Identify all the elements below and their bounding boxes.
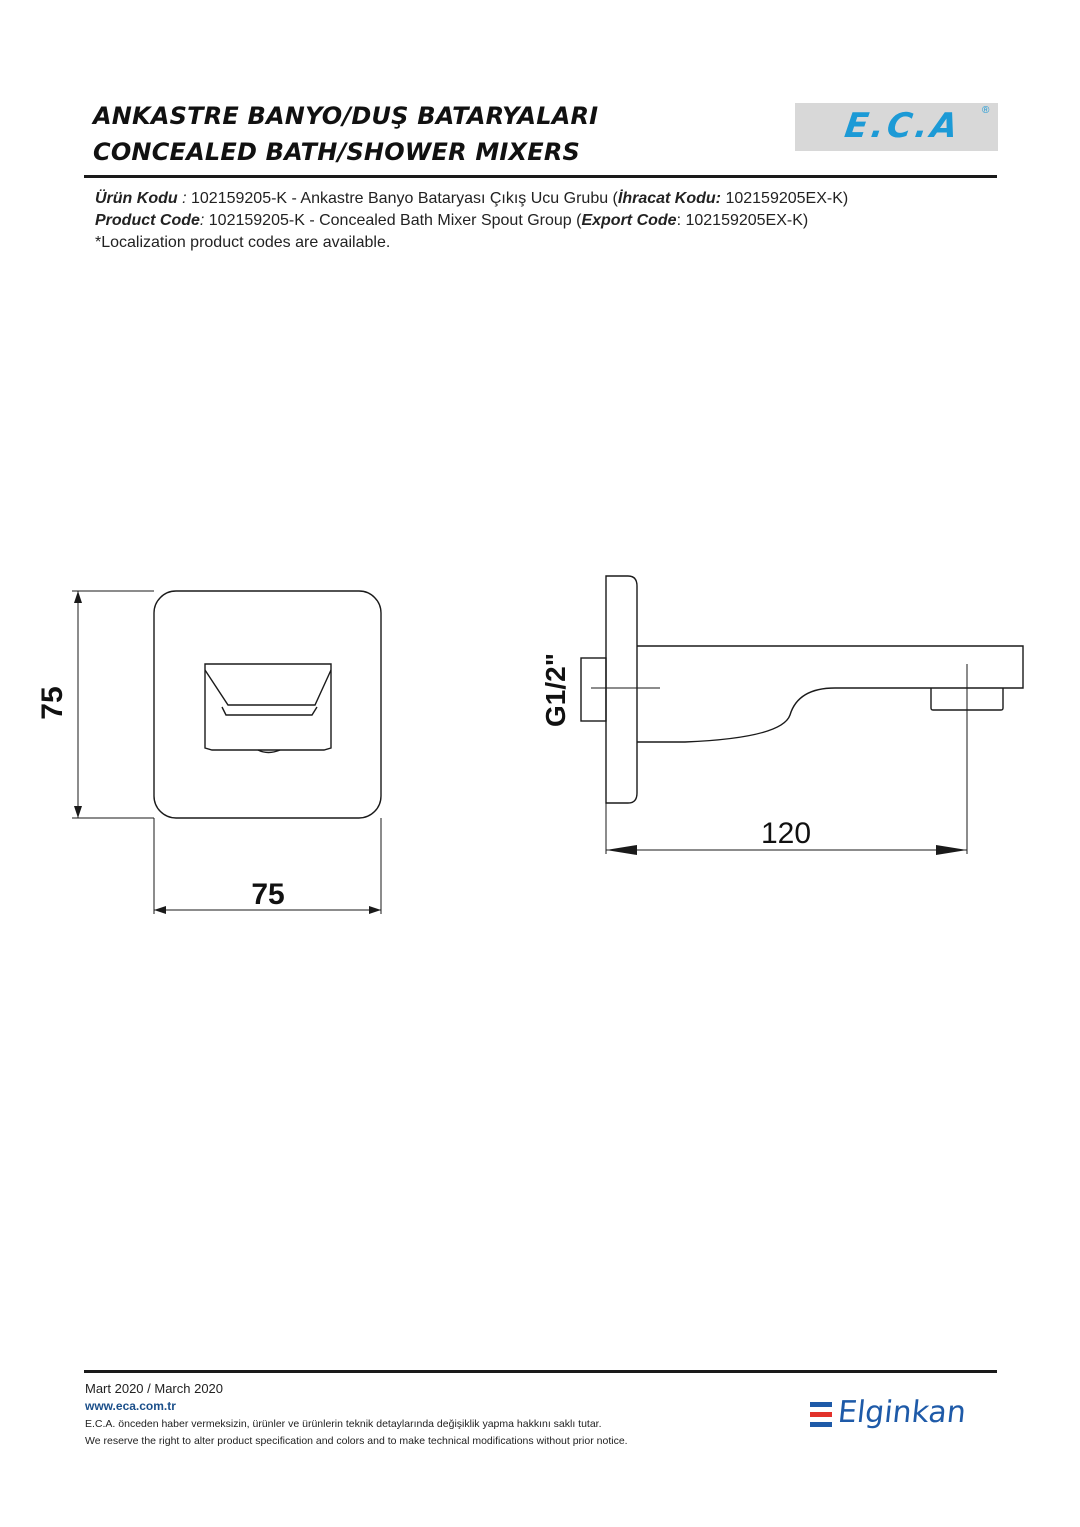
localization-note: *Localization product codes are available. [95,234,391,251]
product-code-tr-sep: : [177,190,191,207]
dim-arrow-icon [936,845,967,855]
footer-divider [84,1370,997,1373]
title-turkish: ANKASTRE BANYO/DUŞ BATARYALARI [93,102,599,130]
elginkan-bar-icon [810,1402,832,1407]
footer-date: Mart 2020 / March 2020 [85,1381,224,1396]
elginkan-logo [808,1395,998,1440]
export-code-tr-label: İhracat Kodu: [617,190,722,207]
thread-label: G1/2" [540,653,571,727]
product-code-en-label: Product Code [95,212,200,229]
dim-arrow-icon [74,806,82,818]
front-view-dimensions [72,591,381,914]
front-view-outlet-top [205,670,331,705]
dim-arrow-icon [154,906,166,914]
eca-logo-text: E.C.A [842,106,964,146]
product-code-tr-label: Ürün Kodu [95,190,178,207]
disclaimer-tr: E.C.A. önceden haber vermeksizin, ürünler ve ürünlerin teknik detaylarında değişiklik yapma hakkını saklı tutar. [85,1418,602,1430]
export-code-tr-value: 102159205EX-K) [721,190,849,207]
dim-arrow-icon [606,845,637,855]
thread-connector [581,658,606,721]
elginkan-bar-icon [810,1412,832,1417]
product-code-en-desc: 102159205-K - Concealed Bath Mixer Spout Group ( [208,212,582,229]
front-view-outlet-lip [222,707,317,715]
spout-body [637,646,1023,742]
front-view-outlet [205,664,331,750]
export-code-en-label: Export Code [581,212,677,229]
disclaimer-en: We reserve the right to alter product specification and colors and to make technical modifications without prior notice. [85,1435,628,1447]
title-english: CONCEALED BATH/SHOWER MIXERS [93,138,580,166]
product-code-tr-desc: 102159205-K - Ankastre Banyo Bataryası Çıkış Ucu Grubu ( [191,190,618,207]
side-view-plate [606,576,637,803]
spout-length-label: 120 [760,817,812,850]
product-code-en-sep: : [199,212,209,229]
registered-mark: ® [982,105,990,116]
elginkan-logo-text: Elginkan [836,1395,968,1430]
website-link[interactable]: www.eca.com.tr [85,1399,176,1413]
elginkan-bar-icon [810,1422,832,1427]
export-code-en-value: : 102159205EX-K) [676,212,809,229]
dim-arrow-icon [369,906,381,914]
front-height-label: 75 [36,686,69,720]
front-width-label: 75 [251,878,285,911]
dim-arrow-icon [74,591,82,603]
